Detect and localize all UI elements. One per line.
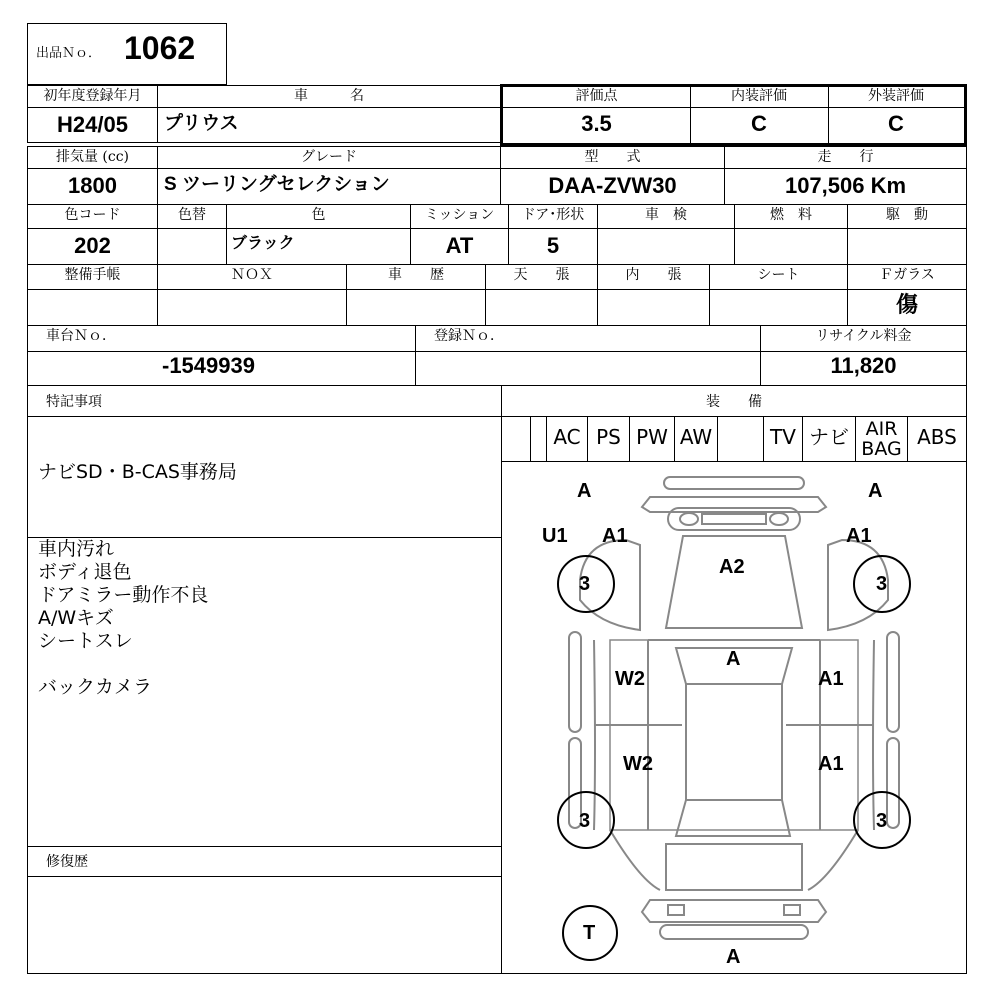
mileage-value: 107,506 Km xyxy=(724,168,967,205)
lot-number: 1062 xyxy=(124,30,196,66)
special-notes-label: 特記事項 xyxy=(27,385,502,417)
mark-tire-fl: 3 xyxy=(579,573,591,595)
mission-label: ミッション xyxy=(410,204,509,229)
special-notes-box xyxy=(27,416,502,538)
drive-label: 駆 動 xyxy=(847,204,967,229)
equipment-item-navi: ナビ xyxy=(802,416,856,462)
mission-value: AT xyxy=(410,228,509,265)
door-label: ドア･形状 xyxy=(508,204,598,229)
mark-a1-right-front: A1 xyxy=(846,525,872,547)
equipment-item-ps: PS xyxy=(587,416,630,462)
reg-value: H24/05 xyxy=(27,107,158,143)
grade-label: グレード xyxy=(157,146,501,169)
fuel-label: 燃 料 xyxy=(734,204,848,229)
history-label: 車 歴 xyxy=(346,264,486,290)
chassis-label: 車台Ｎｏ． xyxy=(27,325,416,352)
nox-value xyxy=(157,289,347,326)
color-code-value: 202 xyxy=(27,228,158,265)
interior-trim-value xyxy=(597,289,710,326)
equipment-item-ac: AC xyxy=(546,416,588,462)
fglass-label: Ｆガラス xyxy=(847,264,967,290)
equipment-item-aw: AW xyxy=(674,416,718,462)
mark-tire-rr: 3 xyxy=(876,810,888,832)
note-line xyxy=(38,653,491,676)
registration-value xyxy=(415,351,761,386)
mark-a1-right-lower: A1 xyxy=(818,753,844,775)
note-line: A/Wキズ xyxy=(38,607,114,629)
note-line: バックカメラ xyxy=(38,676,153,698)
repaint-label: 色替 xyxy=(157,204,227,229)
equipment-item-pw: PW xyxy=(629,416,675,462)
interior-trim-label: 内 張 xyxy=(597,264,710,290)
history-value xyxy=(346,289,486,326)
equipment-item-abs: ABS xyxy=(907,416,967,462)
interior-value: C xyxy=(690,107,829,143)
mark-bonnet: A2 xyxy=(719,556,745,578)
fglass-value: 傷 xyxy=(847,289,967,326)
mark-roof: A xyxy=(726,648,741,670)
nox-label: ＮＯＸ xyxy=(157,264,347,290)
equipment-item xyxy=(530,416,547,462)
seat-label: シート xyxy=(709,264,848,290)
recycle-label: リサイクル料金 xyxy=(760,325,967,352)
inspection-value xyxy=(597,228,735,265)
color-value: ブラック xyxy=(226,228,411,265)
model-value: DAA-ZVW30 xyxy=(500,168,725,205)
note-line: 車内汚れ xyxy=(38,538,115,560)
repair-history-label: 修復歴 xyxy=(27,846,502,877)
displacement-label: 排気量 (cc) xyxy=(27,146,158,169)
note-line: ボディ退色 xyxy=(38,561,132,583)
maintenance-value xyxy=(27,289,158,326)
name-label: 車 名 xyxy=(157,85,501,108)
special-note-line: ナビSD・B-CAS事務局 xyxy=(38,461,237,483)
lot-box xyxy=(27,23,227,85)
maintenance-label: 整備手帳 xyxy=(27,264,158,290)
lot-label: 出品Ｎｏ． xyxy=(36,46,102,61)
equipment-label: 装 備 xyxy=(501,385,967,417)
mark-rear: A xyxy=(726,946,741,968)
color-code-label: 色コード xyxy=(27,204,158,229)
roof-label: 天 張 xyxy=(485,264,598,290)
model-label: 型 式 xyxy=(500,146,725,169)
drive-value xyxy=(847,228,967,265)
mark-w2-lower: W2 xyxy=(623,753,653,775)
mark-front-left: A xyxy=(577,480,592,502)
displacement-value: 1800 xyxy=(27,168,158,205)
equipment-item-tv: TV xyxy=(763,416,803,462)
interior-label: 内装評価 xyxy=(690,86,829,108)
mark-tire-fr: 3 xyxy=(876,573,888,595)
note-line: ドアミラー動作不良 xyxy=(38,584,209,606)
mark-u1: U1 xyxy=(542,525,568,547)
mark-w2-upper: W2 xyxy=(615,668,645,690)
inspection-label: 車 検 xyxy=(597,204,735,229)
repaint-value xyxy=(157,228,227,265)
mark-a1-left-front: A1 xyxy=(602,525,628,547)
note-line: シートスレ xyxy=(38,630,133,652)
fuel-value xyxy=(734,228,848,265)
grade-value: S ツーリングセレクション xyxy=(157,168,501,205)
score-value: 3.5 xyxy=(503,107,691,143)
chassis-value: -1549939 xyxy=(27,351,416,386)
seat-value xyxy=(709,289,848,326)
exterior-value: C xyxy=(888,111,904,136)
roof-value xyxy=(485,289,598,326)
color-label: 色 xyxy=(226,204,411,229)
recycle-value: 11,820 xyxy=(760,351,967,386)
equipment-item-airbag: AIR BAG xyxy=(855,416,908,462)
door-value: 5 xyxy=(508,228,598,265)
reg-label: 初年度登録年月 xyxy=(27,85,158,108)
score-label: 評価点 xyxy=(503,86,691,108)
car-diagram-box xyxy=(501,461,967,974)
mark-a1-right-upper: A1 xyxy=(818,668,844,690)
mark-front-right: A xyxy=(868,480,883,502)
notes-list-box xyxy=(27,537,502,847)
mark-tire-rl: 3 xyxy=(579,810,591,832)
exterior-label: 外装評価 xyxy=(828,86,964,108)
name-value: プリウス xyxy=(157,107,501,143)
repair-history-box xyxy=(27,876,502,974)
mileage-label: 走 行 xyxy=(724,146,967,169)
mark-spare: T xyxy=(583,922,596,944)
equipment-item xyxy=(717,416,764,462)
registration-label: 登録Ｎｏ． xyxy=(415,325,761,352)
